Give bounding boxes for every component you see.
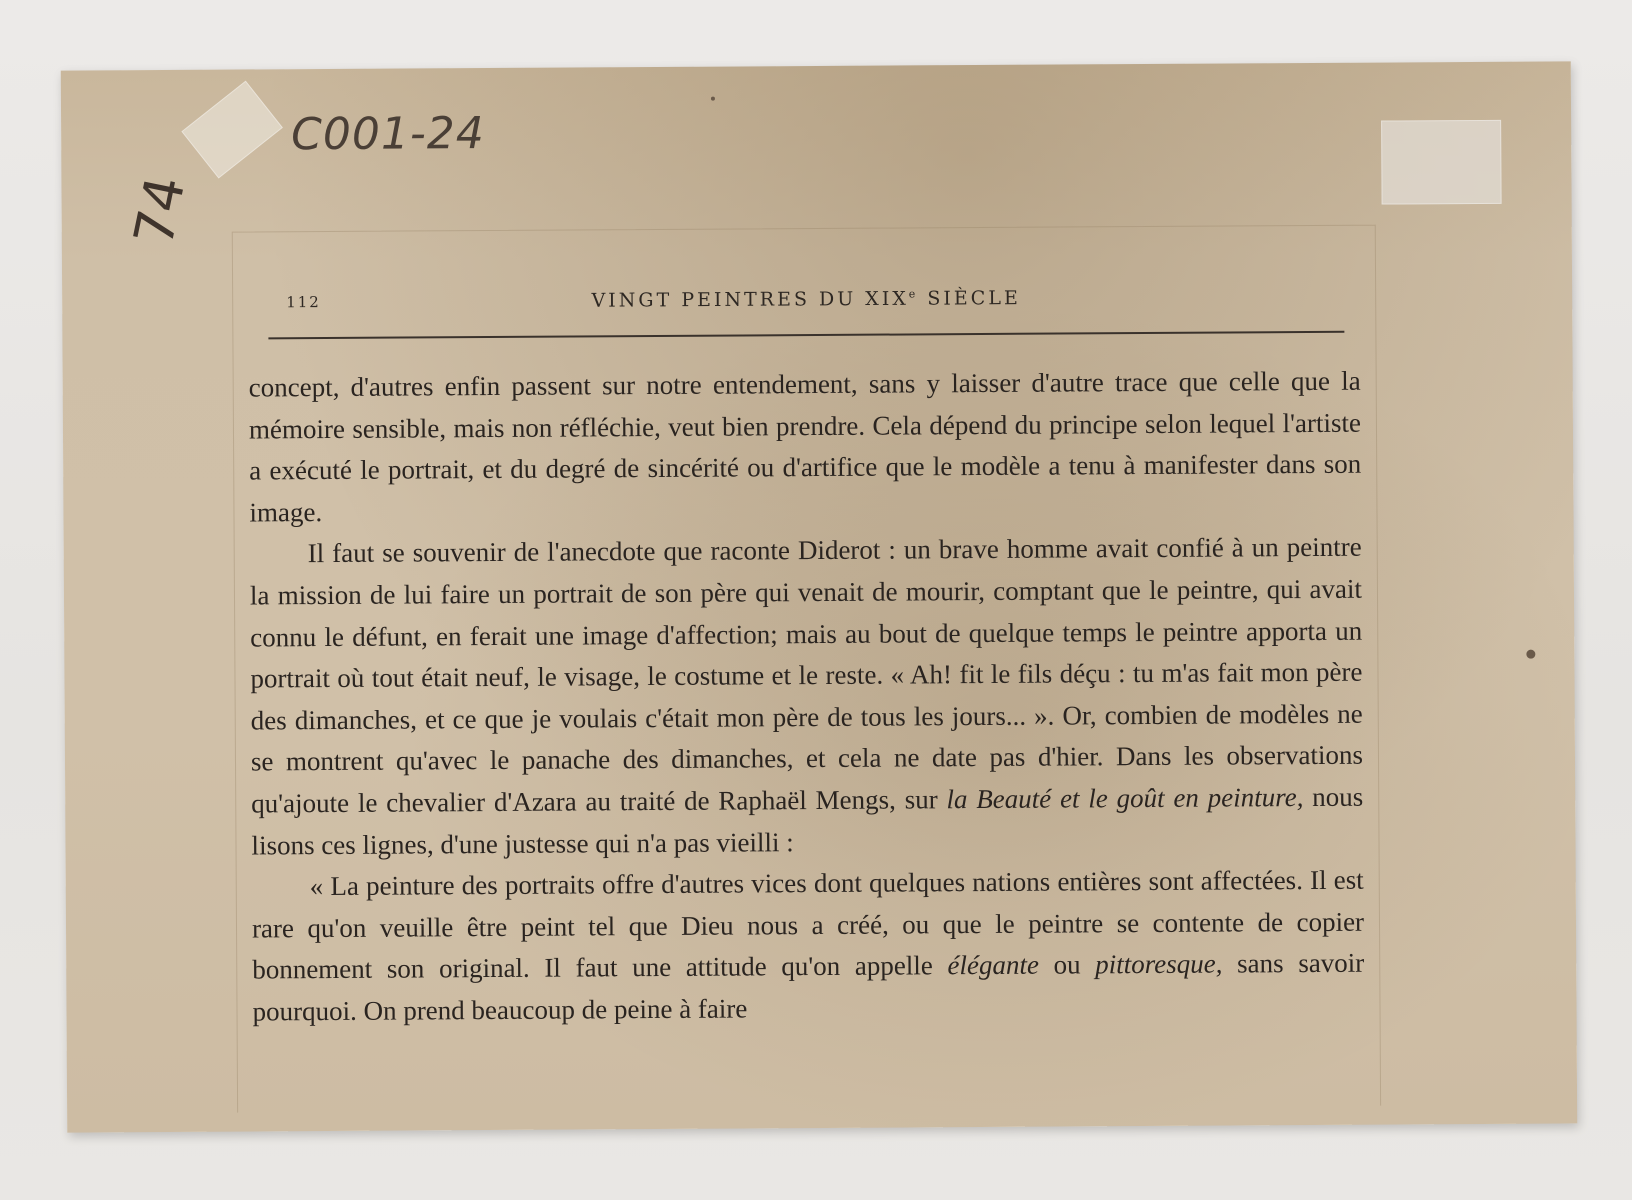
paragraph-2-start: Il faut se souvenir de l'anecdote que raconte Diderot : un brave homme avait confié à un peintre la mission de lui faire un portrait de son père qui venait de mourir, comptant que le peintre, qui avait connu le défunt, en ferait une image d'affection; mais au bout de quelque temps le peintre apporta un portrait où tout était neuf, le visage, le costume et le reste. « Ah! fit le fils déçu : tu m'as fait mon père des dimanches, et ce que je voulais c'était mon père de tous les jours... ». Or, combien de modèles ne se montrent qu'avec le panache des dimanches, et cela ne date pas d'hier. Dans les observations qu'ajoute le chevalier d'Azara au traité de Raphaël Mengs, sur (249, 532, 1364, 819)
paragraph-3-mid: ou (1038, 949, 1096, 980)
paragraph-2 (250, 527, 1364, 867)
paragraph-3-italic-2: pittoresque, (1095, 948, 1223, 980)
handwritten-pencil-number: 74 (121, 170, 198, 251)
stain-spot (1526, 650, 1535, 659)
paragraph-3-start: « La peinture des portraits offre d'autres vices dont quelques nations entières sont affectées. Il est rare qu'on veuille être peint tel que Dieu nous a créé, ou que le peintre se contente de copier bonnement son original. Il faut une attitude qu'on appelle (251, 864, 1365, 985)
paragraph-3 (252, 860, 1365, 1033)
handwritten-catalog-number: C001-24 (291, 108, 485, 161)
book-title-main: VINGT PEINTRES DU XIX (591, 287, 909, 312)
page-number: 112 (286, 293, 321, 312)
book-title-end: SIÈCLE (918, 287, 1021, 310)
tape-piece-right (1381, 120, 1502, 205)
paragraph-1: concept, d'autres enfin passent sur notre entendement, sans y laisser d'autre trace que celle que la mémoire sensible, mais non réfléchie, veut bien prendre. Cela dépend du principe selon lequel l'artiste a exécuté le portrait, et du degré de sincérité ou d'artifice que le modèle a tenu à manifester dans son image. (248, 365, 1362, 528)
body-text (249, 361, 1365, 1033)
book-title-superscript: e (908, 287, 919, 301)
tape-piece-left (181, 81, 283, 179)
paragraph-2-italic: la Beauté et le goût en peinture, (946, 781, 1304, 815)
paragraph-3-italic-1: élégante (947, 949, 1040, 981)
stain-spot (711, 97, 715, 101)
archival-card (61, 61, 1577, 1132)
running-head (268, 287, 1344, 340)
paragraph-2-end: nous lisons ces lignes, d'une justesse qui n'a pas vieilli : (251, 781, 1364, 861)
paragraph-3-end: sans savoir pourquoi. On prend beaucoup de peine à faire (252, 947, 1365, 1027)
